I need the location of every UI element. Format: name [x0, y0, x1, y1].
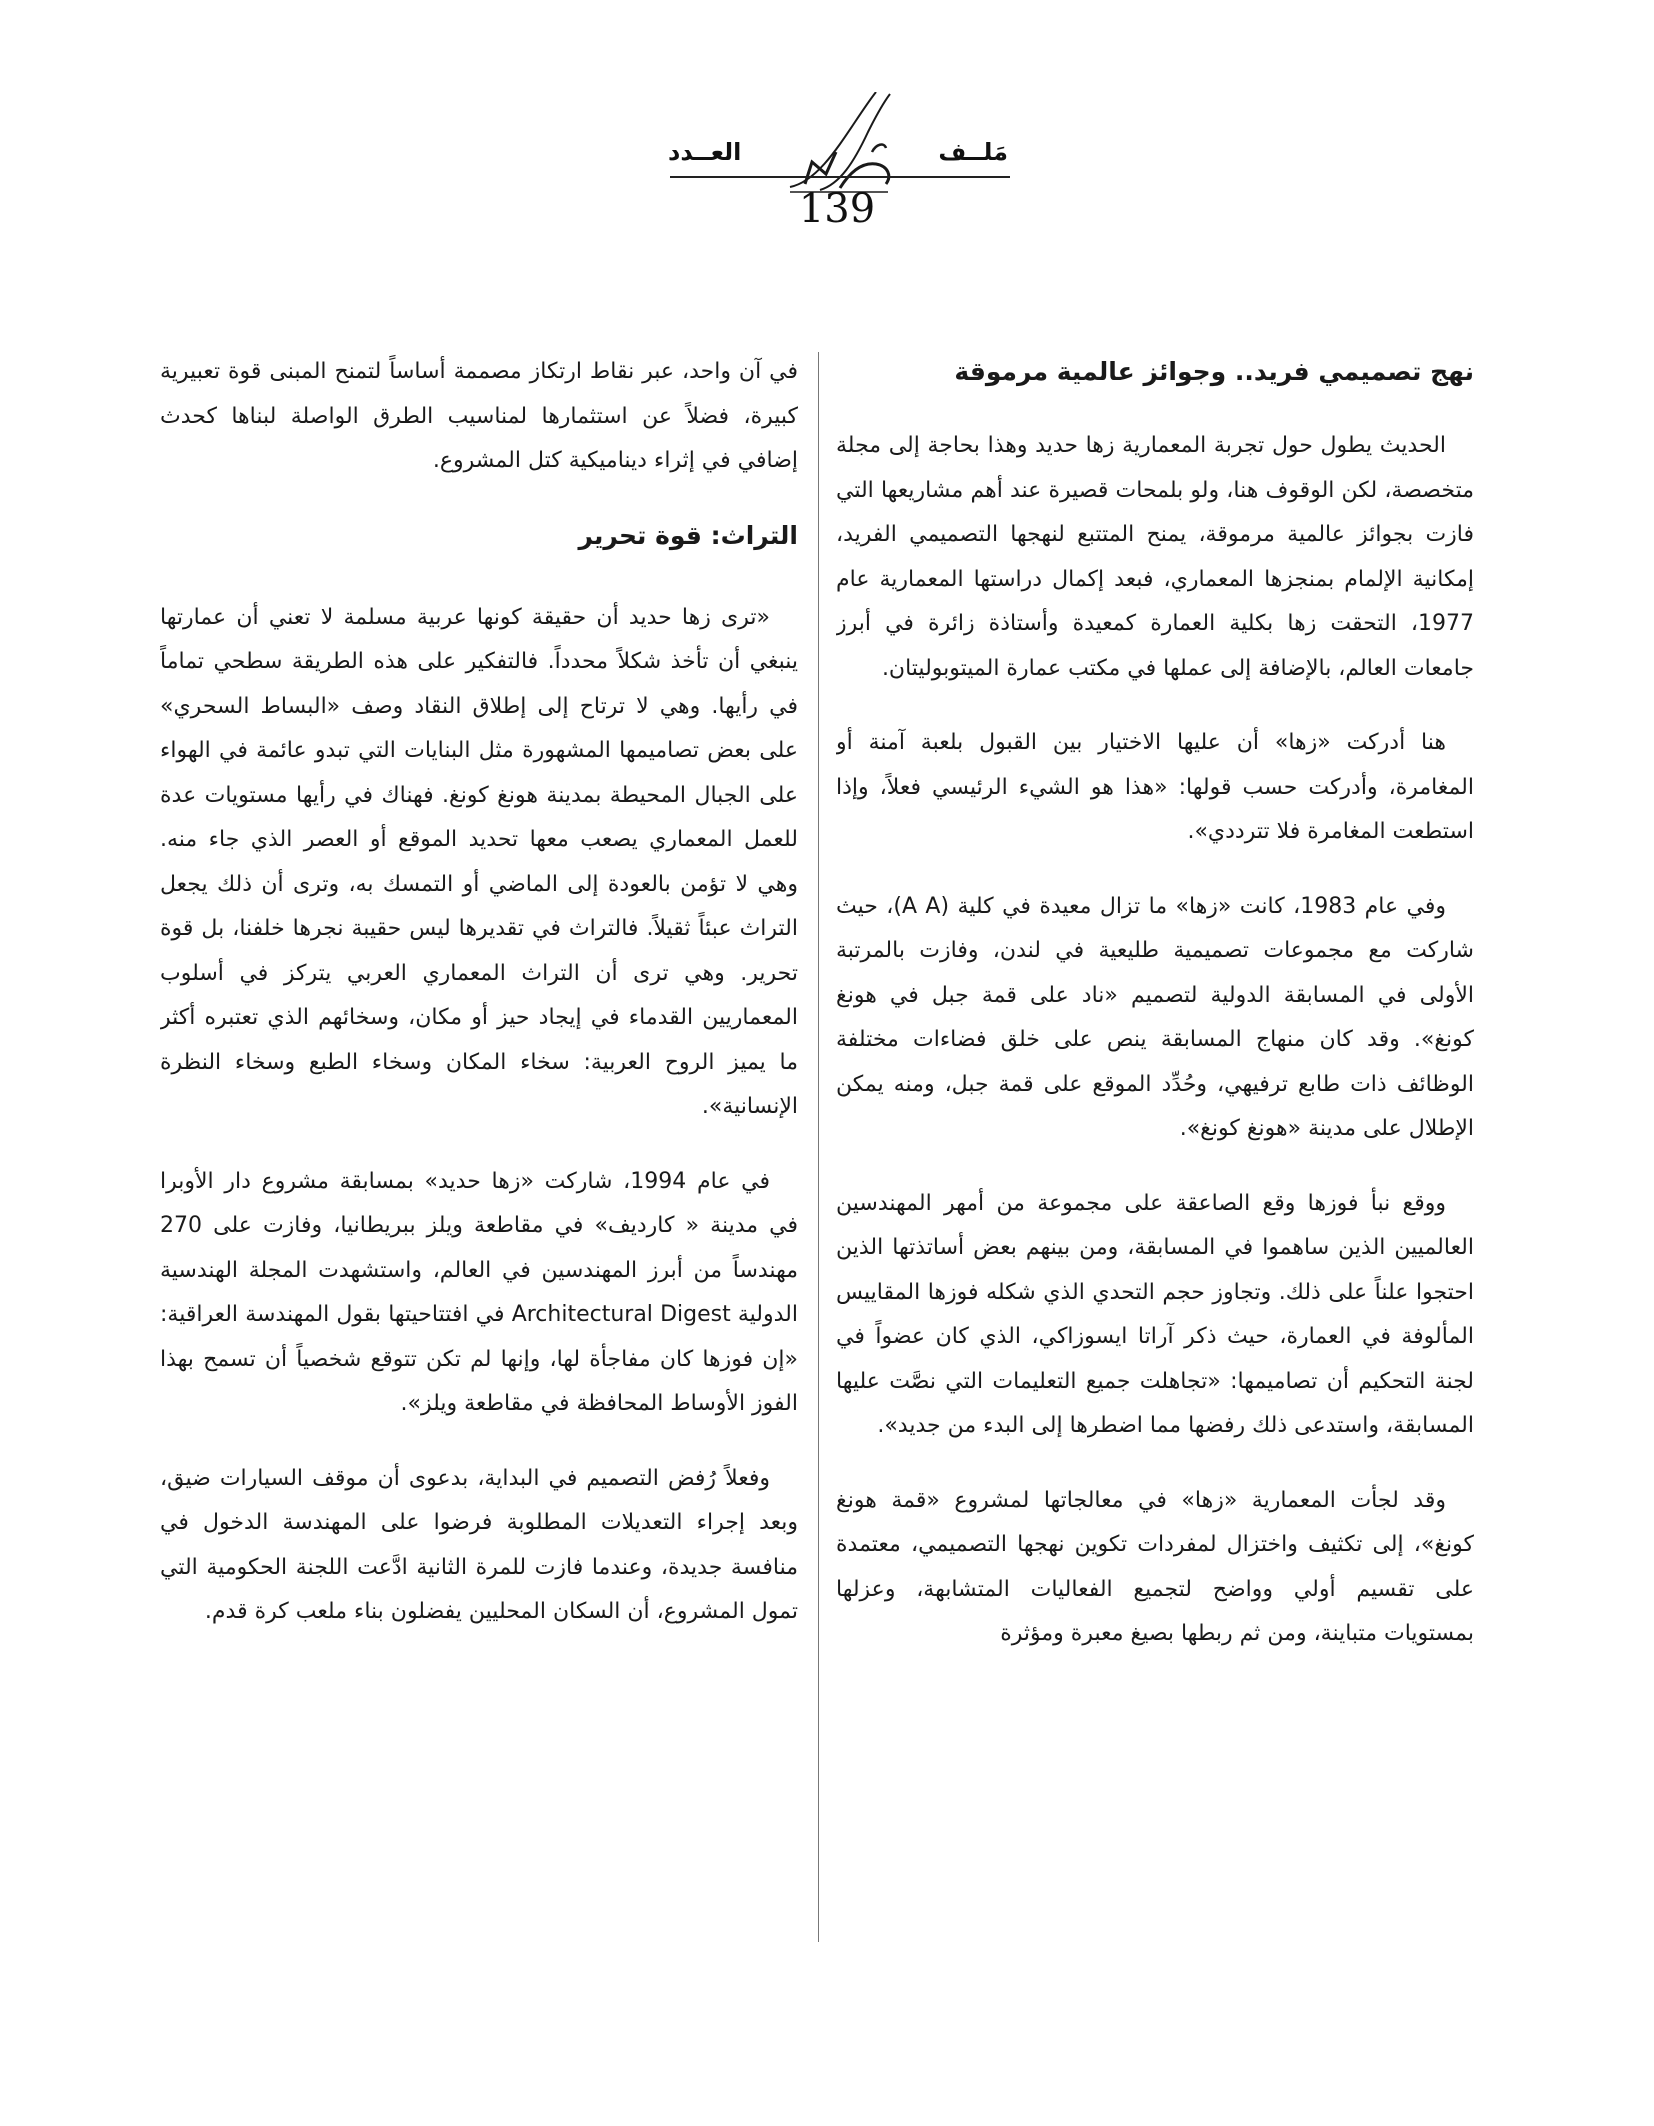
paragraph: هنا أدركت «زها» أن عليها الاختيار بين القبول بلعبة آمنة أو المغامرة، وأدركت حسب قولها: «هذا هو الشيء الرئيسي فعلاً، وإذا استطعت المغامرة فلا تترددي».	[836, 730, 1474, 844]
paragraph: في عام 1994، شاركت «زها حديد» بمسابقة مشروع دار الأوبرا في مدينة « كارديف» في مقاطعة ويلز ببريطانيا، وفازت على 270 مهندساً من أبرز المهندسين في العالم، واستشهدت المجلة الهندسية الدولية Architectural Digest في افتتاحيتها بقول المهندسة العراقية: «إن فوزها كان مفاجأة لها، وإنها لم تكن تتوقع شخصياً أن تسمح بهذا الفوز الأوساط المحافظة في مقاطعة ويلز».	[160, 1168, 798, 1416]
issue-label: العــدد	[668, 138, 742, 166]
paragraph: «ترى زها حديد أن حقيقة كونها عربية مسلمة لا تعني أن عمارتها ينبغي أن تأخذ شكلاً محدداً. فالتفكير على هذه الطريقة سطحي تماماً في رأيها. وهي لا ترتاح إلى إطلاق النقاد وصف «البساط السحري» على بعض تصاميمها المشهورة مثل البنايات التي تبدو عائمة في الهواء على الجبال المحيطة بمدينة هونغ كونغ. فهناك في رأيها مستويات عدة للعمل المعماري يصعب معها تحديد الموقع أو العصر الذي جاء منه. وهي لا تؤمن بالعودة إلى الماضي أو التمسك به، وترى أن ذلك يجعل التراث عبئاً ثقيلاً. فالتراث في تقديرها ليس حقيبة نجرها خلفنا، بل قوة تحرير. وهي ترى أن التراث المعماري العربي يتركز في أسلوب المعماريين القدماء في إيجاد حيز أو مكان، وسخائهم الذي تعتبره أكثر ما يميز الروح العربية: سخاء المكان وسخاء الطبع وسخاء النظرة الإنسانية».	[160, 604, 798, 1119]
right-column	[836, 350, 1474, 1970]
left-column	[160, 350, 798, 1970]
section-label: مَلــف	[938, 138, 1008, 166]
paragraph: وفي عام 1983، كانت «زها» ما تزال معيدة في كلية (A A)، حيث شاركت مع مجموعات تصميمية طليعية في لندن، وفازت بالمرتبة الأولى في المسابقة الدولية لتصميم «ناد على قمة جبل في هونغ كونغ». وقد كان منهاج المسابقة ينص على خلق فضاءات مختلفة الوظائف ذات طابع ترفيهي، وحُدِّد الموقع على قمة جبل، ومنه يمكن الإطلال على مدينة «هونغ كونغ».	[836, 893, 1474, 1141]
paragraph: وفعلاً رُفض التصميم في البداية، بدعوى أن موقف السيارات ضيق، وبعد إجراء التعديلات المطلوبة فرضوا على المهندسة الدخول في منافسة جديدة، وعندما فازت للمرة الثانية ادَّعت اللجنة الحكومية التي تمول المشروع، أن السكان المحليين يفضلون بناء ملعب كرة قدم.	[160, 1465, 798, 1624]
paragraph: في آن واحد، عبر نقاط ارتكاز مصممة أساساً لتمنح المبنى قوة تعبيرية كبيرة، فضلاً عن استثمارها لمناسيب الطرق الواصلة لبناها كحدث إضافي في إثراء ديناميكية كتل المشروع.	[160, 359, 798, 473]
header-rule	[670, 176, 1010, 178]
column-divider	[818, 352, 819, 1942]
paragraph: الحديث يطول حول تجربة المعمارية زها حديد وهذا بحاجة إلى مجلة متخصصة، لكن الوقوف هنا، ولو بلمحات قصيرة عند أهم مشاريعها التي فازت بجوائز عالمية مرموقة، يمنح المتتبع لنهجها التصميمي الفريد، إمكانية الإلمام بمنجزها المعماري، فبعد إكمال دراستها المعمارية عام 1977، التحقت زها بكلية العمارة كمعيدة وأستاذة زائرة في أبرز جامعات العالم، بالإضافة إلى عملها في مكتب عمارة الميتوبوليتان.	[836, 433, 1474, 681]
section-heading: نهج تصميمي فريد.. وجوائز عالمية مرموقة	[954, 357, 1474, 386]
page-number: 139	[798, 186, 876, 232]
section-heading: التراث: قوة تحرير	[578, 520, 798, 550]
paragraph: ووقع نبأ فوزها وقع الصاعقة على مجموعة من أمهر المهندسين العالميين الذين ساهموا في المسابقة، ومن بينهم بعض أساتذتها الذين احتجوا علناً على ذلك. وتجاوز حجم التحدي الذي شكله فوزها المقاييس المألوفة في العمارة، حيث ذكر آراتا ايسوزاكي، الذي كان عضواً في لجنة التحكيم أن تصاميمها: «تجاهلت جميع التعليمات التي نصَّت عليها المسابقة، واستدعى ذلك رفضها مما اضطرها إلى البدء من جديد».	[836, 1190, 1474, 1438]
paragraph: وقد لجأت المعمارية «زها» في معالجاتها لمشروع «قمة هونغ كونغ»، إلى تكثيف واختزال لمفردات تكوين نهجها التصميمي، معتمدة على تقسيم أولي وواضح لتجميع الفعاليات المتشابهة، وعزلها بمستويات متباينة، ومن ثم ربطها بصيغ معبرة ومؤثرة	[836, 1487, 1474, 1646]
